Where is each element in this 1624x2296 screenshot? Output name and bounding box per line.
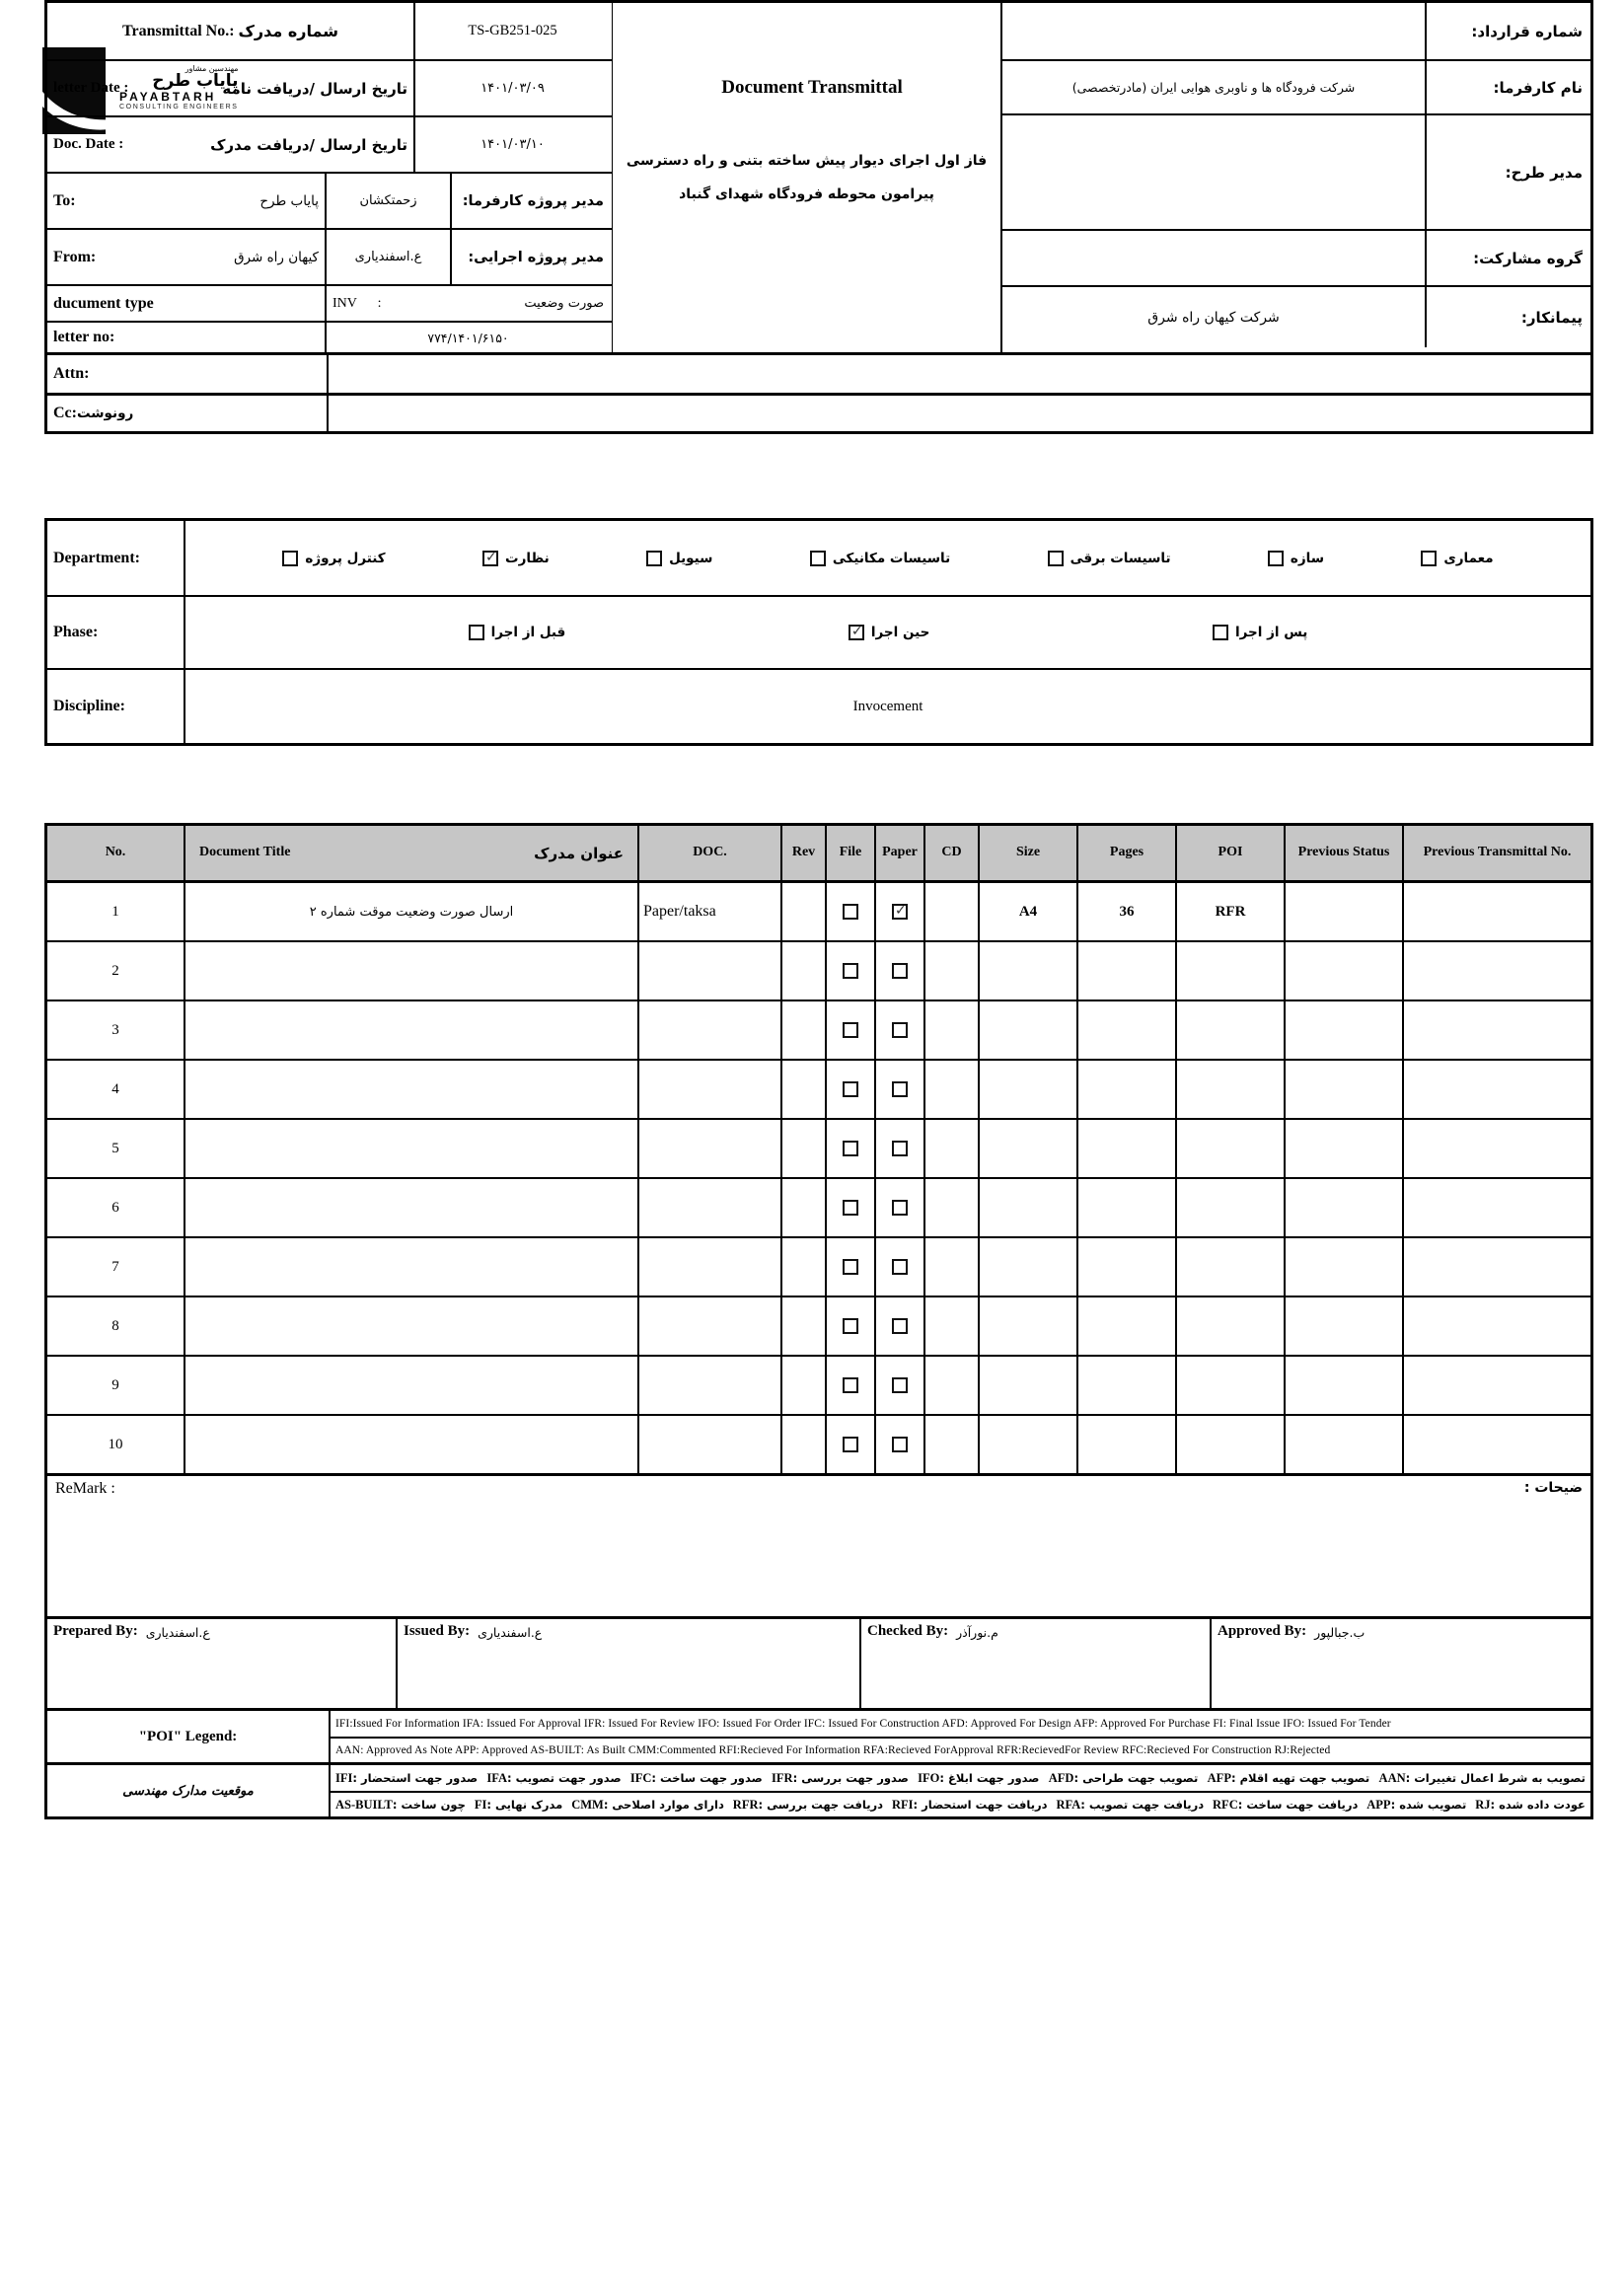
poi-legend-persian (47, 1762, 1590, 1816)
design-manager-value (1002, 115, 1425, 229)
row-jv-group (1002, 231, 1590, 287)
row4-no: 4 (47, 1061, 185, 1118)
row8-paper-checkbox[interactable] (892, 1318, 908, 1334)
col-no: No. (47, 826, 185, 880)
approved-by-cell (1212, 1619, 1590, 1708)
checked-by-name: م.نورآذر (956, 1625, 998, 1640)
letter-date-label: letter Date : تاریخ ارسال /دریافت نامه (47, 61, 415, 115)
issued-by-name: ع.اسفندیاری (478, 1625, 543, 1640)
poi-legend-en-row1: IFI:Issued For Information IFA: Issued For Approval IFR: Issued For Review IFO: Issued For Order IFC: Issued For Construction AFD: Approved For Design AFP: Approved For Purchase FI: Final Issue IFO: Issued For Tender (335, 1718, 1391, 1730)
col-paper: Paper (876, 826, 925, 880)
jv-group-value (1002, 231, 1425, 285)
table-row (47, 883, 1590, 942)
table-row (47, 1416, 1590, 1473)
row-letter-date (47, 61, 612, 117)
row-design-manager (1002, 115, 1590, 231)
project-description-cell (612, 3, 1002, 352)
col-cd: CD (925, 826, 980, 880)
attn-value (329, 355, 1590, 393)
phase-before: قبل از اجرا (469, 625, 566, 640)
info-right-block (1002, 3, 1590, 352)
col-poi: POI (1177, 826, 1286, 880)
approved-by-name: ب.جبالپور (1314, 1625, 1366, 1640)
poi-legend-fa-row1: IFI: صدور جهت استحضار IFA: صدور جهت تصویب IFC: صدور جهت ساخت IFR: صدور جهت بررسی IFO: صدور جهت ابلاغ AFD: تصویب جهت طراحی AFP: تصویب جهت تهیه اقلام AAN: تصویب به شرط اعمال تغییرات (335, 1770, 1586, 1785)
design-manager-label: مدیر طرح: (1425, 115, 1590, 229)
row4-file-checkbox[interactable] (843, 1081, 858, 1097)
remark-section (44, 1473, 1593, 1619)
col-previous-transmittal: Previous Transmittal No. (1423, 845, 1572, 860)
issued-by-label: Issued By: (404, 1623, 471, 1639)
row1-paper-cell (876, 883, 925, 940)
classification-table (44, 518, 1593, 746)
table-row (47, 1061, 1590, 1120)
row1-prev-status (1286, 883, 1404, 940)
from-person: ع.اسفندیاری (327, 230, 452, 284)
row-contract-no (1002, 3, 1590, 61)
dept-memari-checkbox[interactable] (1421, 551, 1437, 566)
contractor-value: شرکت کیهان راه شرق (1147, 309, 1280, 326)
table-row (47, 1357, 1590, 1416)
col-title: Document Title عنوان مدرک (185, 826, 639, 880)
remark-label-en: ReMark : (55, 1480, 115, 1497)
row5-file-checkbox[interactable] (843, 1141, 858, 1156)
attn-label: Attn: (47, 355, 329, 393)
row1-file-checkbox[interactable] (843, 904, 858, 920)
row3-file-checkbox[interactable] (843, 1022, 858, 1038)
doc-date-label: Doc. Date : تاریخ ارسال /دریافت مدرک (47, 117, 415, 172)
col-previous-status: Previous Status (1286, 826, 1404, 880)
document-table-header (47, 826, 1590, 883)
row1-pages: 36 (1078, 883, 1177, 940)
row7-file-checkbox[interactable] (843, 1259, 858, 1275)
row2-paper-checkbox[interactable] (892, 963, 908, 979)
doc-type-value-cell (327, 286, 610, 321)
logo-brand-fa: پایاب طرح (152, 71, 239, 92)
logo-brand-en: PAYABTARH (119, 90, 217, 105)
dept-project-control: کنترل پروژه (282, 551, 385, 566)
row7-no: 7 (47, 1238, 185, 1296)
table-row (47, 1120, 1590, 1179)
poi-legend-english (47, 1711, 1590, 1762)
engineering-doc-status-label: موقعیت مدارک مهندسی (47, 1765, 331, 1816)
row1-file-cell (827, 883, 876, 940)
from-cell (47, 230, 327, 284)
project-line1: فاز اول اجرای دیوار پیش ساخته بتنی و راه دسترسی (626, 153, 988, 169)
jv-group-label: گروه مشارکت: (1425, 231, 1590, 285)
department-options (185, 521, 1590, 595)
info-left-block (47, 3, 612, 352)
row9-paper-checkbox[interactable] (892, 1377, 908, 1393)
contract-no-label: شماره قرارداد: (1425, 3, 1590, 59)
from-role-label: مدیر پروژه اجرایی: (468, 249, 604, 265)
dept-civil: سیویل (646, 551, 712, 566)
dept-civil-checkbox[interactable] (646, 551, 662, 566)
table-row (47, 942, 1590, 1001)
col-size: Size (980, 826, 1078, 880)
to-role-label: مدیر پروژه کارفرما: (462, 192, 604, 209)
doc-date-value: ۱۴۰۱/۰۳/۱۰ (480, 137, 545, 152)
row-doc-type (47, 286, 612, 323)
doc-type-label: ducument type (47, 286, 327, 321)
cc-label: Cc: (53, 405, 77, 421)
row-from (47, 230, 612, 286)
letter-no-value: ۷۷۴/۱۴۰۱/۶۱۵۰ (427, 330, 509, 345)
row6-no: 6 (47, 1179, 185, 1236)
table-row (47, 1238, 1590, 1297)
row6-paper-checkbox[interactable] (892, 1200, 908, 1216)
transmittal-info-table (44, 0, 1593, 434)
phase-after-checkbox[interactable] (1213, 625, 1228, 640)
to-value: پایاب طرح (259, 192, 319, 209)
poi-legend-en-row2: AAN: Approved As Note APP: Approved AS-BUILT: As Built CMM:Commented RFI:Recieved For Information RFA:Recieved ForApproval RFR:RecievedFor Review RFC:Recieved For Construction RJ:Rejected (331, 1737, 1590, 1762)
row1-no: 1 (47, 883, 185, 940)
to-person: زحمتکشان (327, 174, 452, 228)
row10-paper-checkbox[interactable] (892, 1437, 908, 1452)
dept-sazeh-checkbox[interactable] (1268, 551, 1284, 566)
row10-file-checkbox[interactable] (843, 1437, 858, 1452)
phase-during-checkbox[interactable] (849, 625, 864, 640)
row-doc-date (47, 117, 612, 174)
row3-no: 3 (47, 1001, 185, 1059)
page-title: Document Transmittal (721, 77, 903, 98)
discipline-label: Discipline: (47, 670, 185, 743)
row1-doc: Paper/taksa (639, 883, 782, 940)
row2-no: 2 (47, 942, 185, 1000)
dept-electrical-checkbox[interactable] (1048, 551, 1064, 566)
row1-poi: RFR (1177, 883, 1286, 940)
row1-cd (925, 883, 980, 940)
table-row (47, 1297, 1590, 1357)
phase-during: حین اجرا ✓ (849, 625, 929, 640)
row-client (1002, 61, 1590, 115)
transmittal-no-value: TS-GB251-025 (468, 23, 557, 38)
poi-legend-fa-row2: AS-BUILT: چون ساخت FI: مدرک نهایی CMM: دارای موارد اصلاحی RFR: دریافت جهت بررسی RFI: دریافت جهت استحضار RFA: دریافت جهت تصویب RFC: دریافت جهت ساخت APP: تصویب شده RJ: عودت داده شده (331, 1791, 1590, 1816)
dept-mechanical-checkbox[interactable] (810, 551, 826, 566)
col-file: File (827, 826, 876, 880)
table-row (47, 1001, 1590, 1061)
poi-legend-label: "POI" Legend: (47, 1711, 331, 1762)
row8-no: 8 (47, 1297, 185, 1355)
doc-type-value: INV : (332, 295, 382, 311)
issued-by-cell (398, 1619, 861, 1708)
to-label: To: (53, 191, 76, 209)
client-label: نام کارفرما: (1425, 61, 1590, 113)
department-row (47, 521, 1590, 597)
phase-options (185, 597, 1590, 668)
from-value: کیهان راه شرق (234, 249, 319, 265)
dept-mechanical: تاسیسات مکانیکی (810, 551, 950, 566)
poi-legend (44, 1708, 1593, 1819)
row9-file-checkbox[interactable] (843, 1377, 858, 1393)
letter-no-label: letter no: (47, 323, 327, 352)
dept-memari: معماری (1421, 551, 1493, 566)
contractor-label: پیمانکار: (1425, 287, 1590, 347)
phase-before-checkbox[interactable] (469, 625, 484, 640)
col-doc: DOC. (639, 826, 782, 880)
approved-by-label: Approved By: (1218, 1623, 1307, 1639)
signature-section (44, 1616, 1593, 1711)
to-cell (47, 174, 327, 228)
col-rev: Rev (782, 826, 827, 880)
cc-value (329, 396, 1590, 431)
client-value: شرکت فرودگاه ها و ناوبری هوایی ایران (مادرتخصصی) (1071, 80, 1356, 95)
row2-file-checkbox[interactable] (843, 963, 858, 979)
phase-after: پس از اجرا (1213, 625, 1307, 640)
cc-label-cell (47, 396, 329, 431)
row1-title: ارسال صورت وضعیت موقت شماره ۲ (185, 883, 639, 940)
discipline-row (47, 670, 1590, 743)
remark-label-fa: ضیحات : (1523, 1480, 1583, 1496)
prepared-by-cell (47, 1619, 398, 1708)
cc-label-fa: رونوشت (76, 406, 134, 421)
row4-paper-checkbox[interactable] (892, 1081, 908, 1097)
row1-size: A4 (980, 883, 1078, 940)
document-list-table (44, 823, 1593, 1476)
row5-no: 5 (47, 1120, 185, 1177)
dept-electrical: تاسیسات برقی (1048, 551, 1171, 566)
doc-type-value-fa: صورت وضعیت (524, 296, 604, 311)
row1-paper-checkbox[interactable] (892, 904, 908, 920)
row-attn (47, 352, 1590, 393)
prepared-by-name: ع.اسفندیاری (145, 1625, 210, 1640)
dept-sazeh: سازه (1268, 551, 1324, 566)
checked-by-cell (861, 1619, 1212, 1708)
dept-project-control-checkbox[interactable] (282, 551, 298, 566)
checked-by-label: Checked By: (867, 1623, 949, 1639)
row-contractor (1002, 287, 1590, 347)
phase-label: Phase: (47, 597, 185, 668)
phase-row (47, 597, 1590, 670)
from-label: From: (53, 248, 97, 265)
project-line2: پیرامون محوطه فرودگاه شهدای گنباد (679, 186, 934, 202)
row1-prev-transmittal (1404, 883, 1590, 940)
prepared-by-label: Prepared By: (53, 1623, 138, 1639)
letter-date-value: ۱۴۰۱/۰۳/۰۹ (480, 81, 545, 96)
dept-nezarat-checkbox[interactable] (482, 551, 498, 566)
col-pages: Pages (1078, 826, 1177, 880)
row-to (47, 174, 612, 230)
transmittal-no-label: Transmittal No.: شماره مدرک (47, 3, 415, 59)
contract-no-value (1002, 3, 1425, 59)
row10-no: 10 (47, 1416, 185, 1473)
row-transmittal-no (47, 3, 612, 61)
row5-paper-checkbox[interactable] (892, 1141, 908, 1156)
row9-no: 9 (47, 1357, 185, 1414)
row8-file-checkbox[interactable] (843, 1318, 858, 1334)
department-label: Department: (47, 521, 185, 595)
row-letter-no (47, 323, 612, 352)
logo-tagline: مهندسین مشاور (185, 64, 239, 73)
dept-nezarat: نظارت ✓ (482, 551, 550, 566)
logo-subtitle-en: CONSULTING ENGINEERS (119, 103, 239, 111)
table-row (47, 1179, 1590, 1238)
row3-paper-checkbox[interactable] (892, 1022, 908, 1038)
discipline-value: Invocement (852, 698, 923, 714)
row1-rev (782, 883, 827, 940)
row6-file-checkbox[interactable] (843, 1200, 858, 1216)
row7-paper-checkbox[interactable] (892, 1259, 908, 1275)
row-cc (47, 393, 1590, 431)
